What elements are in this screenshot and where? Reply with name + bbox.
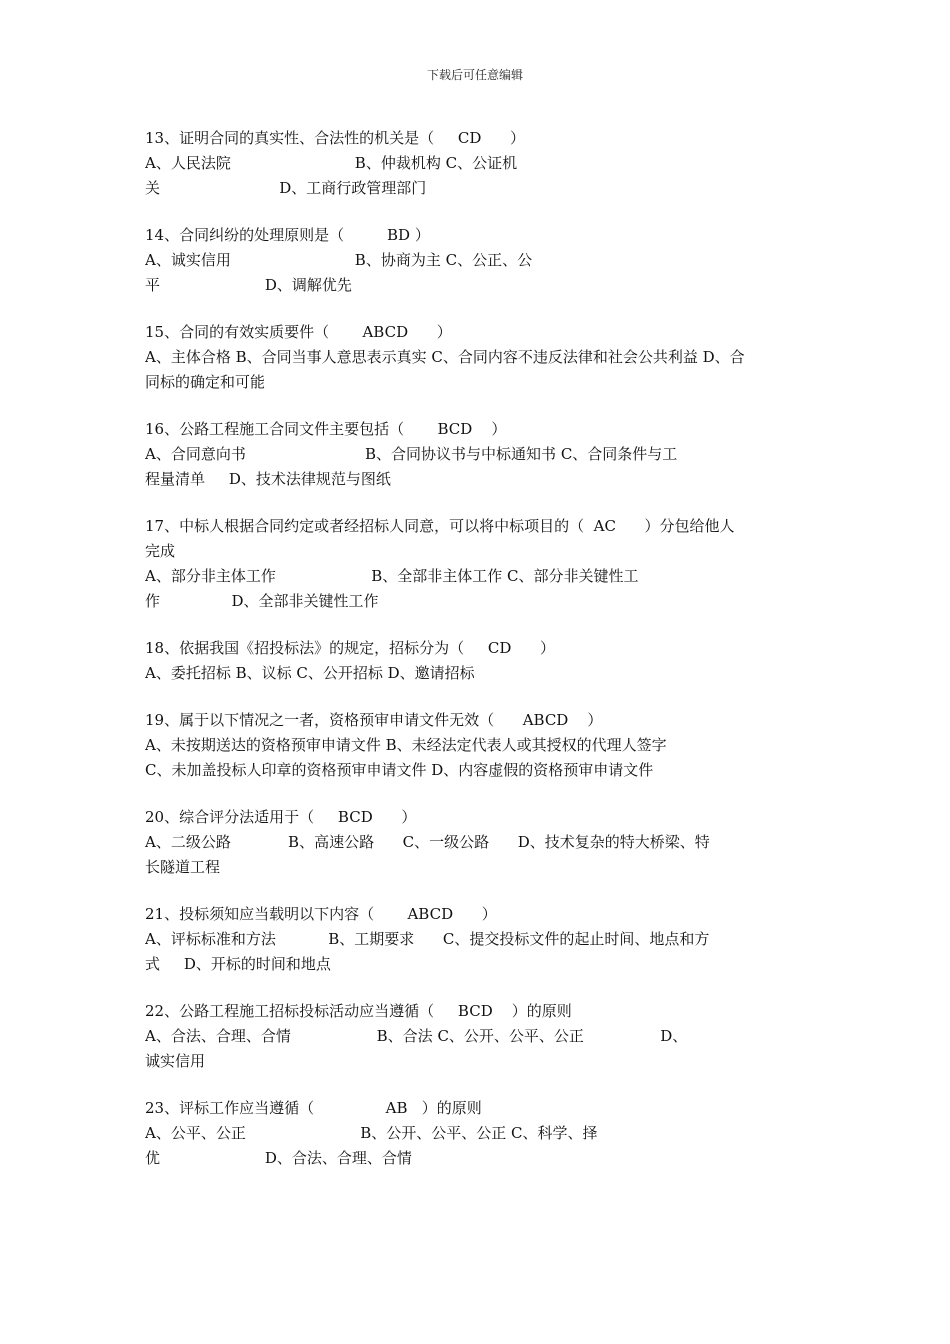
option-line: A、合法、合理、合情 B、合法 C、公开、公平、公正 D、	[145, 1027, 688, 1045]
option-line: A、合同意向书 B、合同协议书与中标通知书 C、合同条件与工	[145, 445, 678, 463]
question-block	[145, 1096, 810, 1171]
question-text: 14、合同纠纷的处理原则是（ BD ）	[145, 226, 430, 244]
question-text: 16、公路工程施工合同文件主要包括（ BCD ）	[145, 420, 507, 438]
question-text: 21、投标须知应当载明以下内容（ ABCD ）	[145, 905, 497, 923]
question-text: 18、依据我国《招投标法》的规定，招标分为（ CD ）	[145, 639, 556, 657]
option-line: A、未按期送达的资格预审申请文件 B、未经法定代表人或其授权的代理人签字	[145, 736, 667, 754]
option-line: 优 D、合法、合理、合情	[145, 1149, 412, 1167]
option-line: 长隧道工程	[145, 858, 221, 876]
question-block	[145, 514, 810, 614]
question-text: 15、合同的有效实质要件（ ABCD ）	[145, 323, 452, 341]
question-block	[145, 708, 810, 783]
question-block	[145, 126, 810, 201]
question-block	[145, 320, 810, 395]
option-line: 平 D、调解优先	[145, 276, 352, 294]
question-text: 23、评标工作应当遵循（ AB ）的原则	[145, 1099, 482, 1117]
question-block	[145, 999, 810, 1074]
option-line: A、主体合格 B、合同当事人意思表示真实 C、合同内容不违反法律和社会公共利益 D、合	[145, 348, 745, 366]
question-text: 22、公路工程施工招标投标活动应当遵循（ BCD ）的原则	[145, 1002, 572, 1020]
option-line: 式 D、开标的时间和地点	[145, 955, 331, 973]
option-line: A、诚实信用 B、协商为主 C、公正、公	[145, 251, 533, 269]
option-line: A、委托招标 B、议标 C、公开招标 D、邀请招标	[145, 664, 475, 682]
option-line: A、评标标准和方法 B、工期要求 C、提交投标文件的起止时间、地点和方	[145, 930, 710, 948]
option-line: 作 D、全部非关键性工作	[145, 592, 379, 610]
option-line: A、部分非主体工作 B、全部非主体工作 C、部分非关键性工	[145, 567, 639, 585]
page-header: 下载后可任意编辑	[426, 68, 523, 82]
question-block	[145, 223, 810, 298]
option-line: A、二级公路 B、高速公路 C、一级公路 D、技术复杂的特大桥梁、特	[145, 833, 710, 851]
option-line: 完成	[145, 542, 176, 560]
option-line: C、未加盖投标人印章的资格预审申请文件 D、内容虚假的资格预审申请文件	[145, 761, 654, 779]
option-line: 诚实信用	[145, 1052, 206, 1070]
option-line: A、公平、公正 B、公开、公平、公正 C、科学、择	[145, 1124, 598, 1142]
question-block	[145, 805, 810, 880]
question-text: 17、中标人根据合同约定或者经招标人同意，可以将中标项目的（ AC ）分包给他人	[145, 517, 735, 535]
question-block	[145, 417, 810, 492]
question-list	[145, 126, 810, 1193]
option-line: 同标的确定和可能	[145, 373, 266, 391]
question-block	[145, 636, 810, 686]
option-line: A、人民法院 B、仲裁机构 C、公证机	[145, 154, 518, 172]
option-line: 程量清单 D、技术法律规范与图纸	[145, 470, 391, 488]
option-line: 关 D、工商行政管理部门	[145, 179, 427, 197]
question-block	[145, 902, 810, 977]
question-text: 20、综合评分法适用于（ BCD ）	[145, 808, 417, 826]
question-text: 19、属于以下情况之一者，资格预审申请文件无效（ ABCD ）	[145, 711, 603, 729]
question-text: 13、证明合同的真实性、合法性的机关是（ CD ）	[145, 129, 526, 147]
